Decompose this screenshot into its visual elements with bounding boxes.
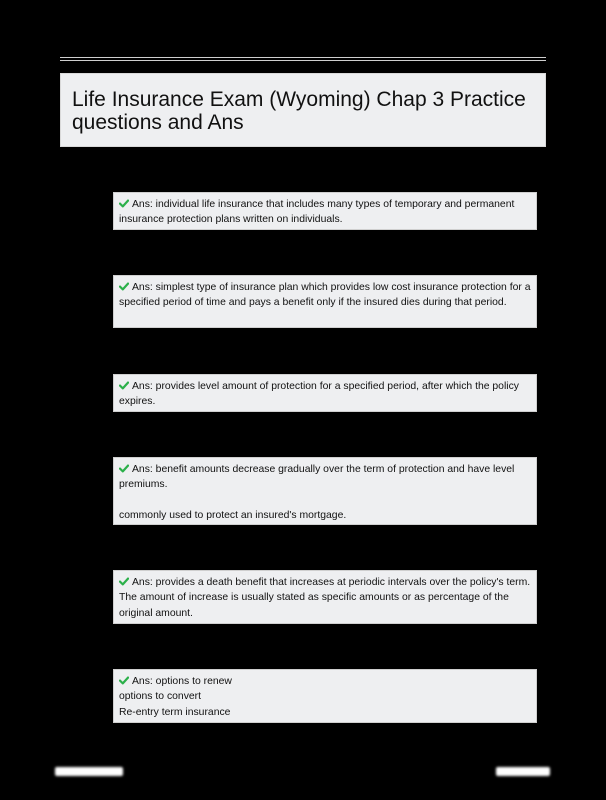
- answer-line: [119, 674, 532, 689]
- answer-card: [113, 192, 537, 230]
- answer-line: [119, 575, 532, 621]
- answer-text: Ans: provides level amount of protection for a specified period, after which the policy expires.: [119, 381, 519, 408]
- answer-text: Ans: simplest type of insurance plan which provides low cost insurance protection for a specified period of time and pays a benefit only if the insured dies during that period.: [119, 282, 531, 309]
- answer-line: [119, 280, 532, 311]
- answer-text: Ans: benefit amounts decrease gradually over the term of protection and have level premiums.: [119, 464, 515, 491]
- answer-line: [119, 493, 532, 508]
- check-icon: [119, 199, 129, 208]
- answer-line: commonly used to protect an insured's mortgage.: [119, 509, 347, 521]
- top-rule: [60, 57, 546, 58]
- answer-line: [119, 462, 532, 493]
- answer-card: [113, 275, 537, 328]
- answer-card: [113, 570, 537, 624]
- footer-left-blurred: [55, 767, 123, 776]
- check-icon: [119, 464, 129, 473]
- answer-line: Re-entry term insurance: [119, 706, 231, 718]
- answer-line: [119, 197, 532, 228]
- check-icon: [119, 381, 129, 390]
- top-rule: [60, 60, 546, 61]
- footer-right-blurred: [496, 767, 550, 776]
- check-icon: [119, 577, 129, 586]
- answer-text: Ans: provides a death benefit that increases at periodic intervals over the policy's term. The amount of increase is usually stated as specific amounts or as percentage of the original amount.: [119, 577, 531, 619]
- answer-card: [113, 457, 537, 525]
- check-icon: [119, 676, 129, 685]
- document-title: Life Insurance Exam (Wyoming) Chap 3 Practice questions and Ans: [72, 88, 526, 134]
- answer-card: [113, 669, 537, 723]
- answer-text: Ans: options to renew: [132, 676, 232, 687]
- title-box: [60, 73, 546, 147]
- answer-card: [113, 374, 537, 412]
- answer-line: [119, 379, 532, 410]
- answer-text: Ans: individual life insurance that includes many types of temporary and permanent insurance protection plans written on individuals.: [119, 199, 515, 226]
- check-icon: [119, 282, 129, 291]
- answer-line: options to convert: [119, 691, 202, 703]
